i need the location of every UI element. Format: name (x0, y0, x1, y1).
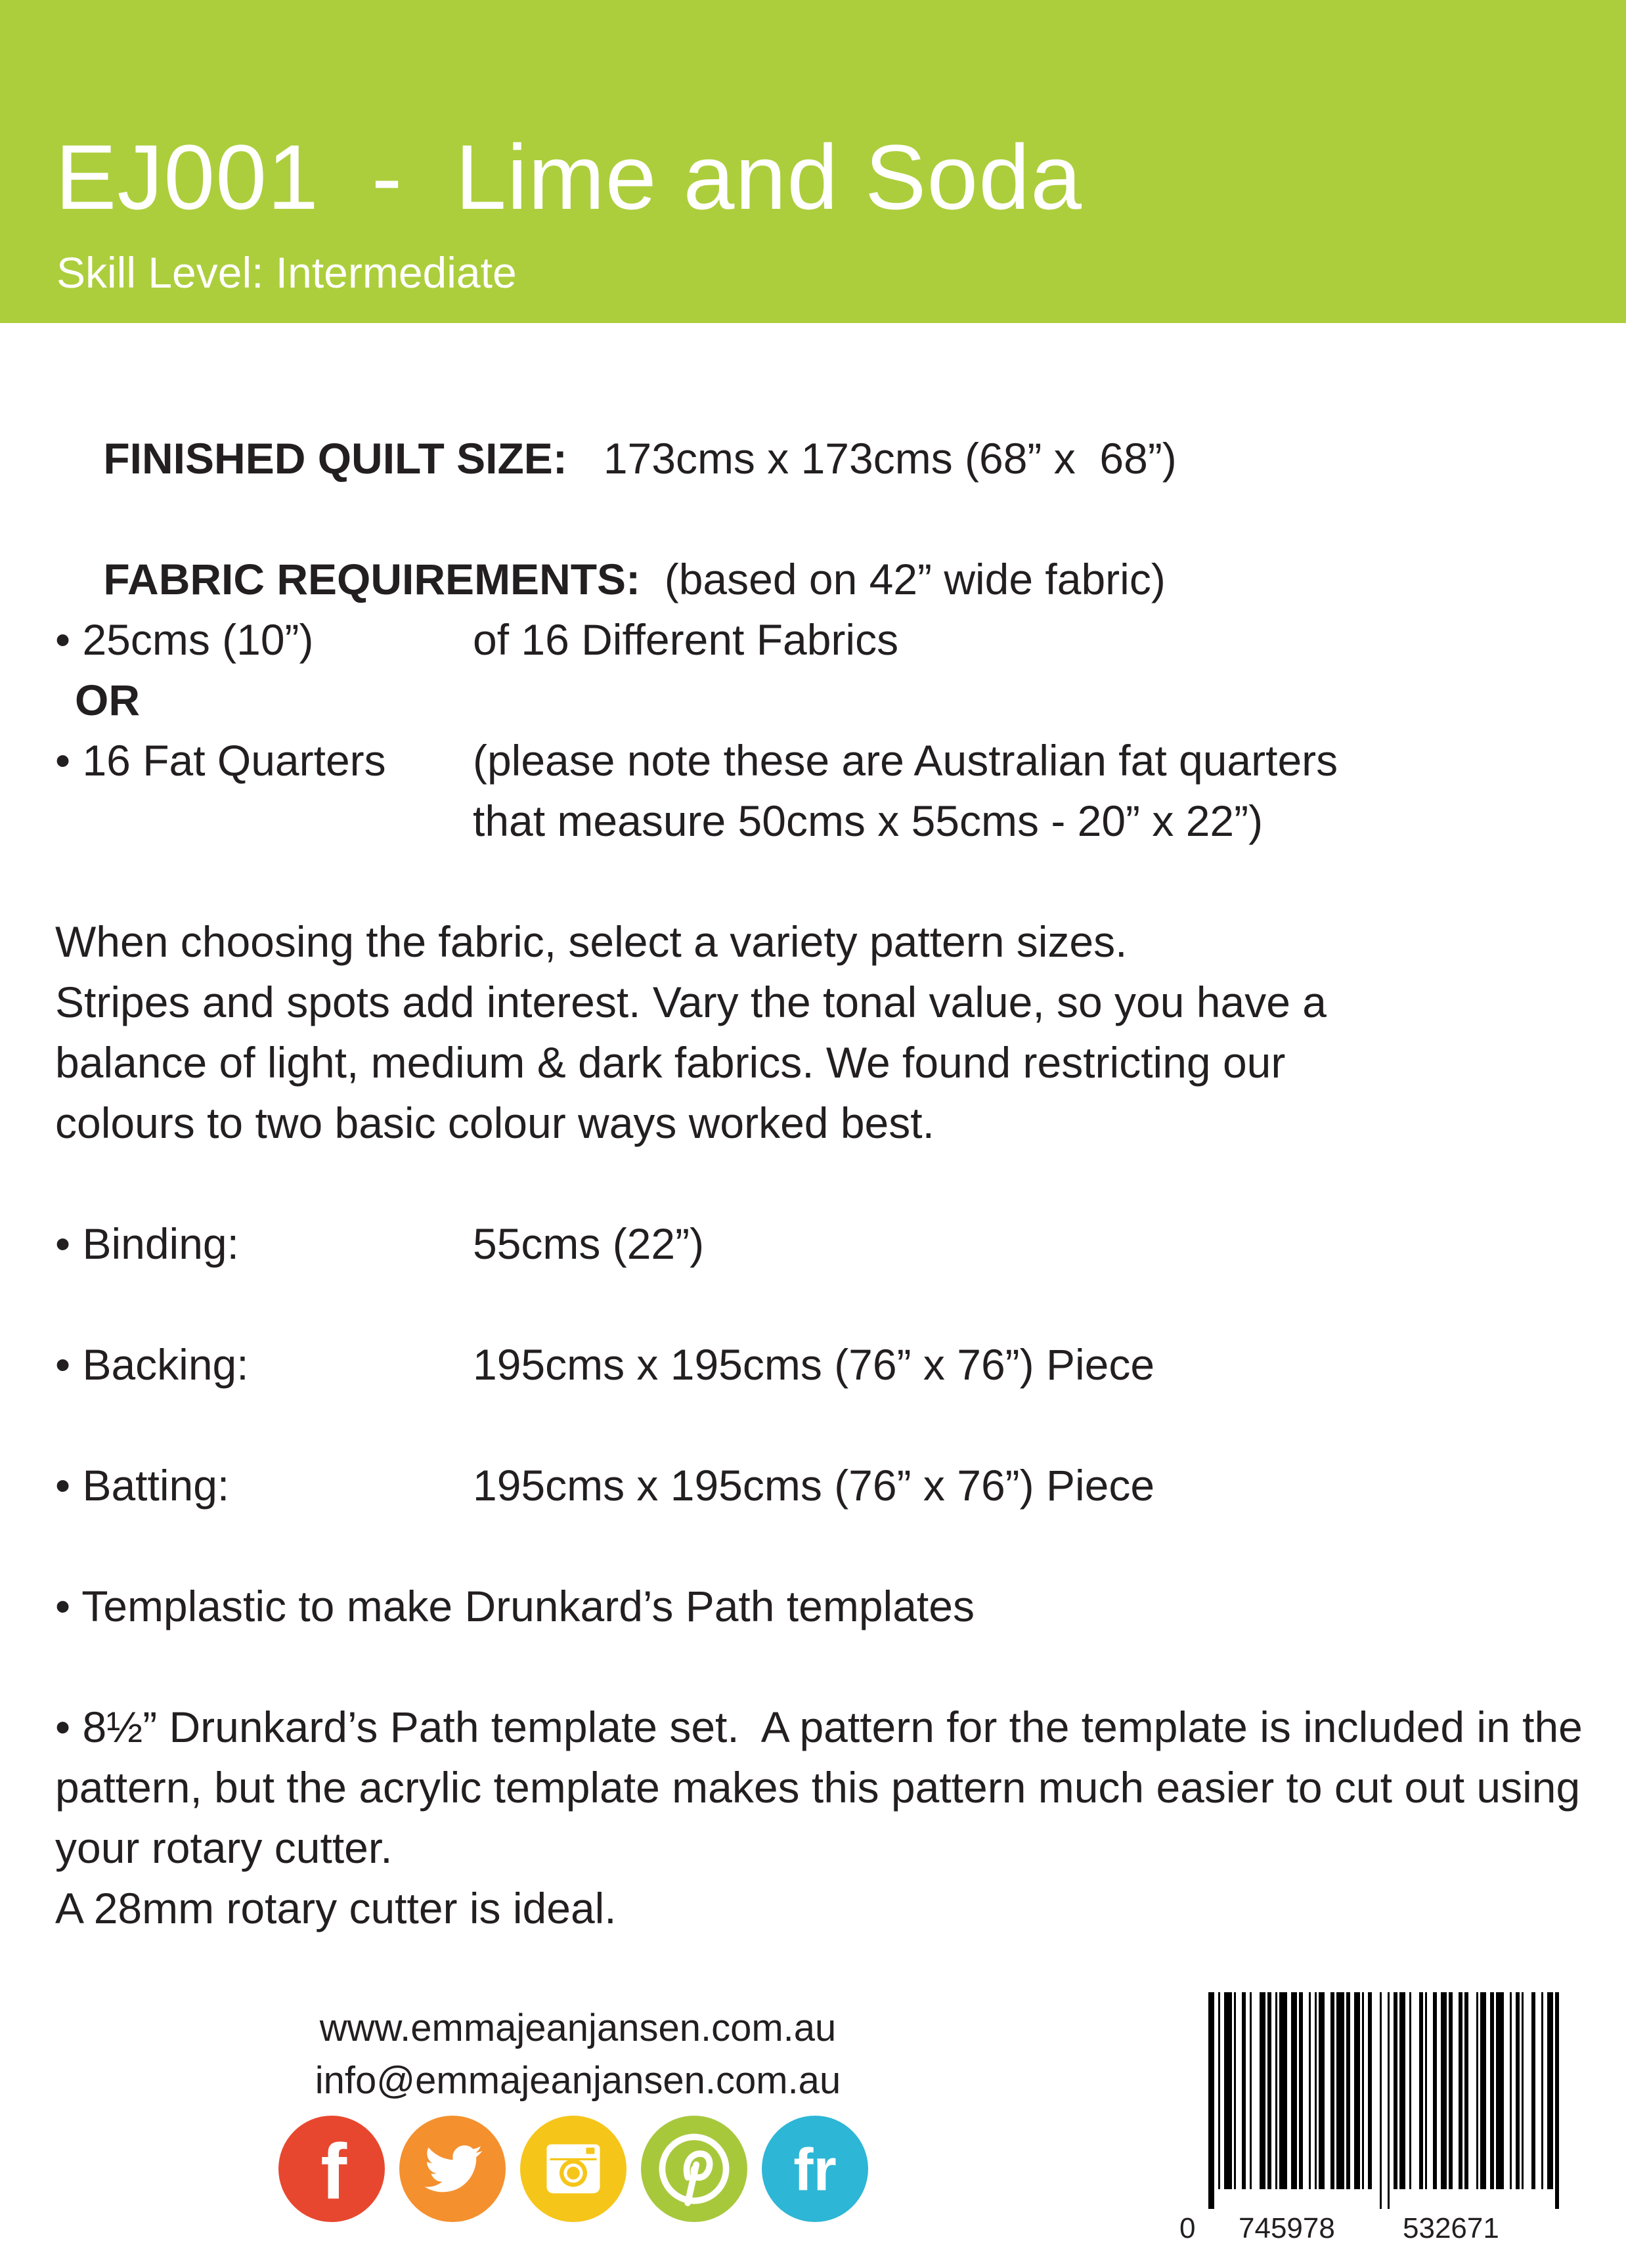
barcode-bar (1433, 1992, 1437, 2189)
barcode-digits-right: 532671 (1399, 2214, 1503, 2243)
template-note-line-2: pattern, but the acrylic template makes this pattern much easier to cut out using (55, 1763, 1581, 1812)
facebook-glyph: f (320, 2127, 347, 2216)
barcode-bar (1319, 1992, 1325, 2189)
finished-size-label: FINISHED QUILT SIZE: (103, 434, 567, 483)
fabric-requirements-note: (based on 42” wide fabric) (664, 555, 1166, 603)
barcode-bar (1555, 1992, 1559, 2209)
barcode-bar (1330, 1992, 1334, 2189)
flickr-glyph: fr (793, 2137, 837, 2204)
option2-amount: • 16 Fat Quarters (55, 736, 386, 785)
barcode-digits-left: 745978 (1235, 2214, 1339, 2243)
facebook-icon[interactable] (278, 2116, 385, 2222)
barcode-bar (1309, 1992, 1311, 2189)
option2-desc-line2: that measure 50cms x 55cms - 20” x 22”) (473, 796, 1263, 845)
advice-line-1: When choosing the fabric, select a variety pattern sizes. (55, 917, 1128, 966)
barcode-bar (1464, 1992, 1468, 2189)
barcode-bar (1208, 1992, 1214, 2209)
template-note-line-1: • 8½” Drunkard’s Path template set. A pattern for the template is included in the (55, 1703, 1583, 1751)
template-note-line-4: A 28mm rotary cutter is ideal. (55, 1884, 617, 1932)
barcode-bar (1449, 1992, 1453, 2189)
batting-label: • Batting: (55, 1461, 230, 1510)
advice-line-2: Stripes and spots add interest. Vary the tonal value, so you have a (55, 978, 1327, 1026)
page-title: EJ001 - Lime and Soda (55, 125, 1082, 229)
barcode-bar (1299, 1992, 1303, 2189)
backing-value: 195cms x 195cms (76” x 76”) Piece (473, 1340, 1155, 1389)
batting-value: 195cms x 195cms (76” x 76”) Piece (473, 1461, 1155, 1510)
templastic-item: • Templastic to make Drunkard’s Path templates (55, 1582, 975, 1630)
advice-line-4: colours to two basic colour ways worked best. (55, 1099, 934, 1147)
barcode-bar (1476, 1992, 1478, 2189)
barcode-bar (1522, 1992, 1524, 2189)
binding-value: 55cms (22”) (473, 1219, 705, 1268)
barcode-bar (1362, 1992, 1364, 2189)
binding-label: • Binding: (55, 1219, 239, 1268)
barcode-bar (1490, 1992, 1494, 2189)
barcode-bar (1496, 1992, 1504, 2189)
advice-line-3: balance of light, medium & dark fabrics. We found restricting our (55, 1038, 1286, 1087)
or-label: OR (75, 676, 140, 724)
barcode-bar (1399, 1992, 1405, 2189)
barcode-bar (1267, 1992, 1271, 2189)
barcode-bar (1346, 1992, 1350, 2189)
barcode-bar (1380, 1992, 1382, 2209)
barcode-bar (1218, 1992, 1220, 2189)
barcode-bar (1459, 1992, 1462, 2189)
pinterest-icon[interactable] (641, 2116, 747, 2222)
barcode-bar (1516, 1992, 1520, 2189)
barcode-bar (1242, 1992, 1246, 2189)
option1-amount: • 25cms (10”) (55, 615, 314, 664)
barcode-bar (1441, 1992, 1447, 2189)
twitter-icon[interactable] (399, 2116, 506, 2222)
barcode-bar (1336, 1992, 1344, 2189)
barcode-bar (1315, 1992, 1317, 2189)
barcode-bar (1354, 1992, 1360, 2189)
barcode-bar (1368, 1992, 1372, 2189)
barcode-digit-first: 0 (1176, 2214, 1199, 2243)
option2-desc-line1: (please note these are Australian fat quarters (473, 736, 1338, 785)
barcode-bar (1547, 1992, 1553, 2189)
barcode-bar (1409, 1992, 1411, 2189)
barcode-bar (1291, 1992, 1297, 2189)
barcode-bar (1510, 1992, 1512, 2189)
skill-level: Skill Level: Intermediate (56, 248, 517, 297)
website-link[interactable]: www.emmajeanjansen.com.au (319, 2007, 837, 2049)
barcode-bar (1234, 1992, 1236, 2189)
finished-size-value: 173cms x 173cms (68” x 68”) (603, 434, 1177, 483)
instagram-icon[interactable] (520, 2116, 626, 2222)
barcode-bar (1419, 1992, 1423, 2189)
option1-desc: of 16 Different Fabrics (473, 615, 899, 664)
barcode-bar (1541, 1992, 1543, 2189)
barcode-bar (1480, 1992, 1486, 2189)
barcode-bar (1388, 1992, 1390, 2209)
fabric-requirements-label: FABRIC REQUIREMENTS: (103, 555, 641, 603)
barcode-bar (1250, 1992, 1252, 2189)
barcode-bar (1224, 1992, 1232, 2189)
email-link[interactable]: info@emmajeanjansen.com.au (315, 2059, 841, 2102)
barcode-bar (1275, 1992, 1277, 2189)
backing-label: • Backing: (55, 1340, 249, 1389)
template-note-line-3: your rotary cutter. (55, 1823, 393, 1872)
barcode-bar (1260, 1992, 1265, 2189)
barcode-bar (1531, 1992, 1535, 2189)
barcode-bar (1425, 1992, 1427, 2189)
barcode-bar (1279, 1992, 1287, 2189)
flickr-icon[interactable] (762, 2116, 868, 2222)
barcode-bar (1394, 1992, 1397, 2189)
header-banner (0, 0, 1626, 323)
